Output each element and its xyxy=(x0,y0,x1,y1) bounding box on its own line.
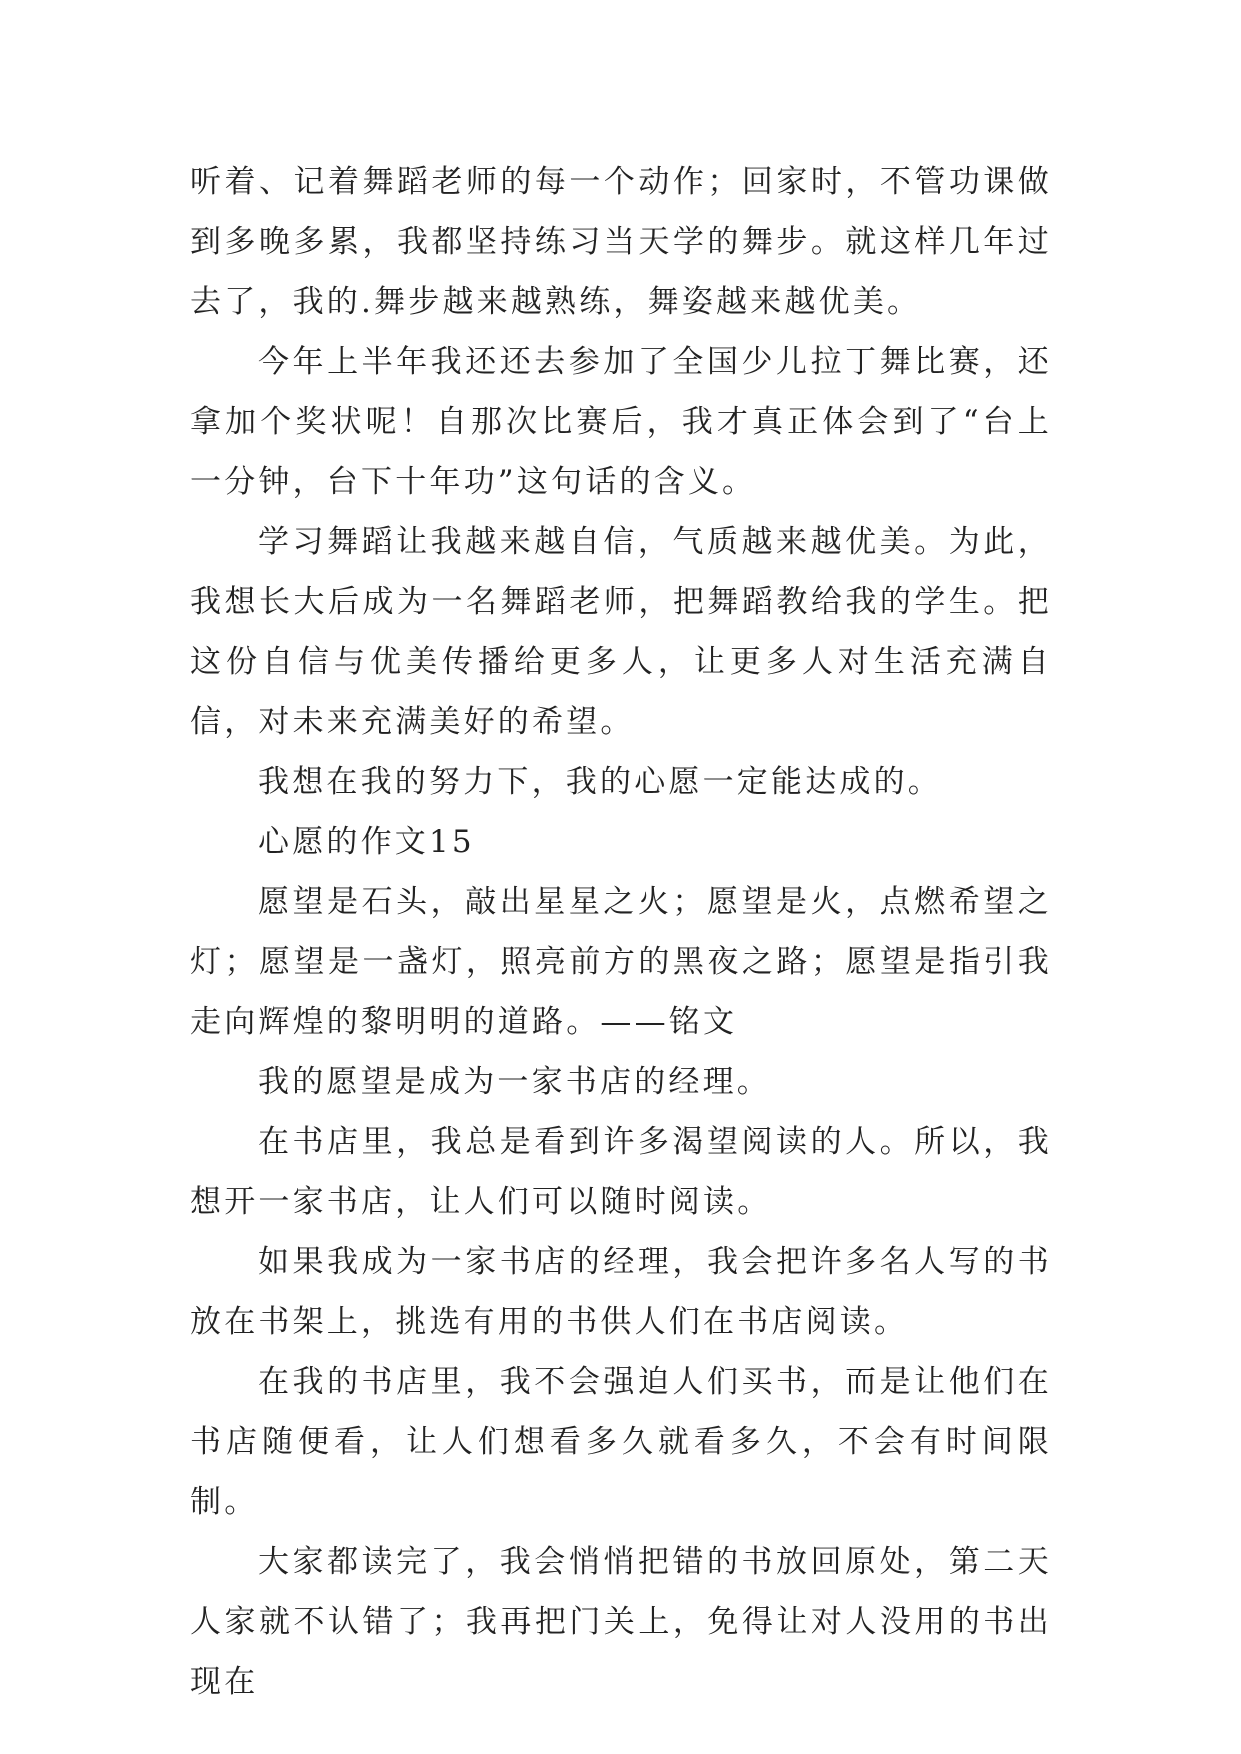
paragraph: 大家都读完了，我会悄悄把错的书放回原处，第二天人家就不认错了；我再把门关上，免得让对人没用的书出现在 xyxy=(190,1544,1052,1700)
paragraph: 今年上半年我还还去参加了全国少儿拉丁舞比赛，还拿加个奖状呢！自那次比赛后，我才真正体会到了“台上一分钟，台下十年功”这句话的含义。 xyxy=(190,344,1052,500)
paragraph: 在书店里，我总是看到许多渴望阅读的人。所以，我想开一家书店，让人们可以随时阅读。 xyxy=(190,1124,1052,1220)
paragraph: 学习舞蹈让我越来越自信，气质越来越优美。为此，我想长大后成为一名舞蹈老师，把舞蹈教给我的学生。把这份自信与优美传播给更多人，让更多人对生活充满自信，对未来充满美好的希望。 xyxy=(190,524,1052,740)
paragraph: 在我的书店里，我不会强迫人们买书，而是让他们在书店随便看，让人们想看多久就看多久，不会有时间限制。 xyxy=(190,1364,1052,1520)
paragraph: 如果我成为一家书店的经理，我会把许多名人写的书放在书架上，挑选有用的书供人们在书店阅读。 xyxy=(190,1244,1052,1340)
paragraph: 愿望是石头，敲出星星之火；愿望是火，点燃希望之灯；愿望是一盏灯，照亮前方的黑夜之路；愿望是指引我走向辉煌的黎明明的道路。——铭文 xyxy=(190,884,1052,1040)
section-heading: 心愿的作文15 xyxy=(258,824,475,860)
paragraph: 我的愿望是成为一家书店的经理。 xyxy=(258,1064,771,1100)
paragraph: 听着、记着舞蹈老师的每一个动作；回家时，不管功课做到多晚多累，我都坚持练习当天学的舞步。就这样几年过去了，我的.舞步越来越熟练，舞姿越来越优美。 xyxy=(190,164,1052,320)
paragraph: 我想在我的努力下，我的心愿一定能达成的。 xyxy=(258,764,942,800)
document-body xyxy=(190,152,1052,1712)
